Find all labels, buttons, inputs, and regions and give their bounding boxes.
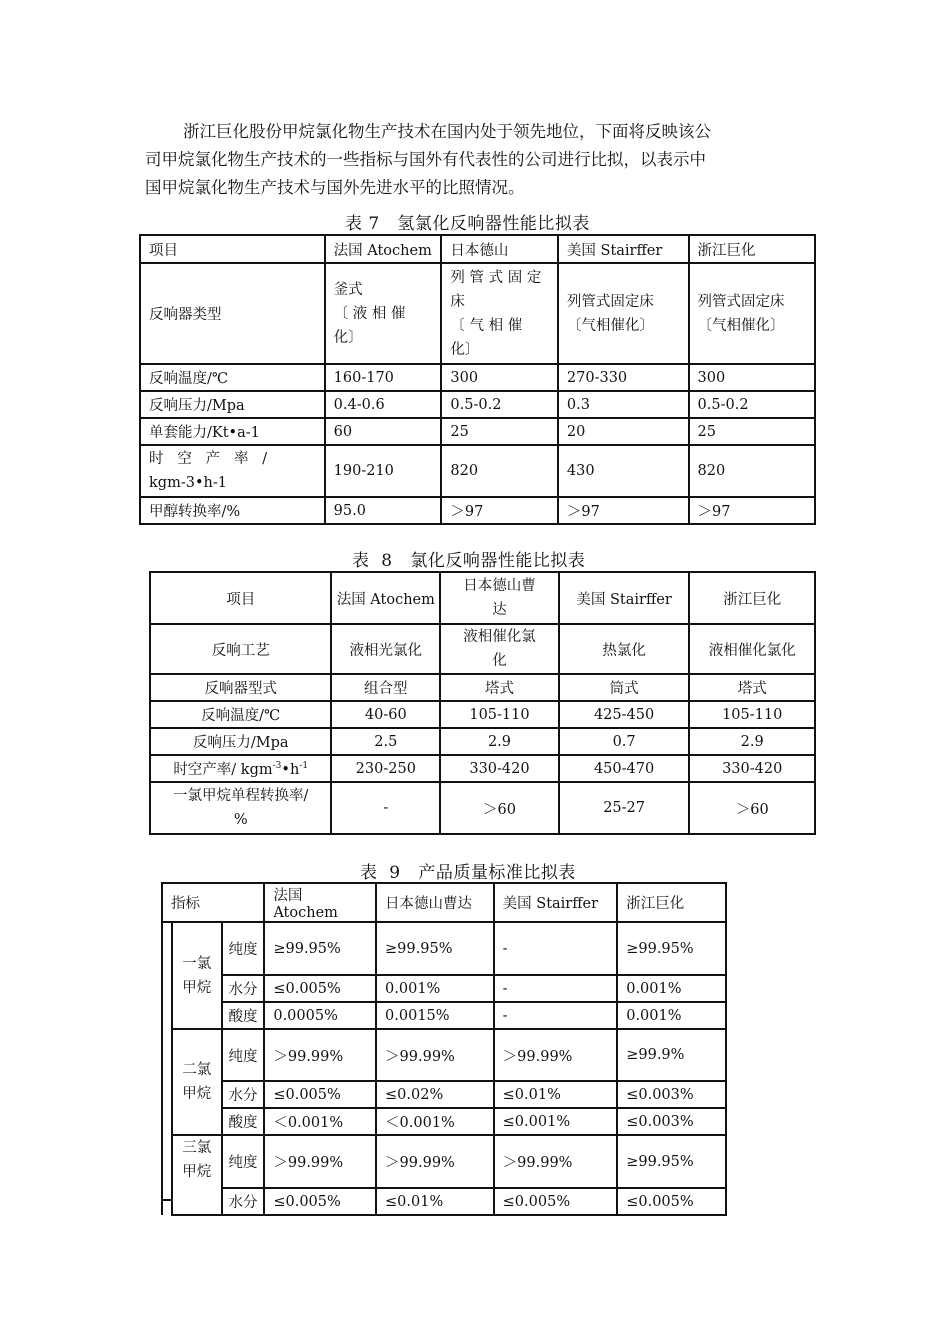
header-cell: 日本德山 bbox=[441, 235, 558, 263]
table9-caption: 表 9 产品质量标准比拟表 bbox=[360, 863, 576, 883]
table-cell: 塔式 bbox=[440, 674, 559, 701]
table-cell: 0.001% bbox=[376, 975, 494, 1002]
superscript: -1 bbox=[299, 761, 309, 772]
table-cell: 0.0005% bbox=[264, 1002, 376, 1029]
table-cell: ≤0.003% bbox=[617, 1108, 726, 1135]
table-cell: ＜0.001% bbox=[376, 1108, 494, 1135]
table-cell: - bbox=[494, 1002, 618, 1029]
property-label: 纯度 bbox=[222, 1135, 265, 1188]
table-row bbox=[140, 445, 815, 497]
table-cell: 热氯化 bbox=[559, 624, 690, 674]
table-cell: 0.001% bbox=[617, 975, 726, 1002]
cell-line: kgm-3•h-1 bbox=[149, 475, 227, 491]
table-cell: 230-250 bbox=[331, 755, 440, 782]
table-cell: 0.5-0.2 bbox=[441, 391, 558, 418]
cell-line: 甲烷 bbox=[182, 979, 212, 996]
table-cell: ≤0.005% bbox=[264, 1188, 376, 1215]
cell-line: 达 bbox=[492, 602, 507, 618]
table-cell: 2.9 bbox=[440, 728, 559, 755]
cell-line: 液相催化氯 bbox=[463, 629, 536, 645]
table-edge-mark bbox=[161, 1199, 171, 1201]
group-label bbox=[172, 1135, 222, 1215]
row-label: 反响器型式 bbox=[150, 674, 331, 701]
table-cell: ≤0.001% bbox=[494, 1108, 618, 1135]
cell-line: 化 bbox=[492, 653, 507, 669]
cell-line: 一氯 bbox=[182, 955, 212, 972]
cell-line: 床 bbox=[450, 293, 465, 310]
cell-line: 〔气相催化〕 bbox=[697, 317, 785, 334]
table-cell: 105-110 bbox=[440, 701, 559, 728]
table-cell: 液相光氯化 bbox=[331, 624, 440, 674]
table-cell: 40-60 bbox=[331, 701, 440, 728]
table7-caption: 表 7 氢氯化反响器性能比拟表 bbox=[345, 214, 590, 234]
table-cell: ＞99.99% bbox=[376, 1135, 494, 1188]
cell-line: 列管式固定床 bbox=[566, 293, 654, 310]
row-label: 反响压力/Mpa bbox=[140, 391, 325, 418]
group-label bbox=[172, 1029, 222, 1135]
table-row bbox=[140, 497, 815, 524]
table9 bbox=[161, 882, 727, 1216]
table-row bbox=[150, 572, 815, 624]
cell-line: 化〕 bbox=[333, 329, 363, 346]
table-cell: ≥99.95% bbox=[617, 922, 726, 975]
table-row bbox=[162, 975, 726, 1002]
table-cell: 0.0015% bbox=[376, 1002, 494, 1029]
table-cell: 2.9 bbox=[689, 728, 815, 755]
row-label: 单套能力/Kt•a-1 bbox=[140, 418, 325, 445]
table-row bbox=[162, 1081, 726, 1108]
row-label bbox=[150, 755, 331, 782]
intro-line: 司甲烷氯化物生产技术的一些指标与国外有代表性的公司进行比拟，以表示中 bbox=[145, 150, 706, 169]
table-cell: ＞60 bbox=[689, 782, 815, 834]
property-label: 酸度 bbox=[222, 1002, 265, 1029]
row-label: 反响器类型 bbox=[140, 263, 325, 364]
cell-line: 甲烷 bbox=[182, 1086, 212, 1102]
cell-line: 一氯甲烷单程转换率/ bbox=[173, 788, 309, 804]
table-row bbox=[150, 674, 815, 701]
property-label: 纯度 bbox=[222, 922, 265, 975]
cell-line: 二氯 bbox=[182, 1062, 212, 1078]
group-label bbox=[172, 922, 222, 1029]
table-cell: ≤0.01% bbox=[376, 1188, 494, 1215]
table-row bbox=[140, 235, 815, 263]
label-part: •h bbox=[281, 762, 300, 778]
table8 bbox=[149, 571, 816, 835]
header-cell: 项目 bbox=[140, 235, 325, 263]
table-cell: ＞99.99% bbox=[264, 1029, 376, 1081]
table-cell: ≥99.95% bbox=[617, 1135, 726, 1188]
table-cell: ≤0.005% bbox=[264, 1081, 376, 1108]
table-cell: 330-420 bbox=[689, 755, 815, 782]
header-cell: 美国 Stairffer bbox=[558, 235, 689, 263]
table-row bbox=[150, 755, 815, 782]
table-cell: ≤0.01% bbox=[494, 1081, 618, 1108]
table-cell: 820 bbox=[689, 445, 815, 497]
cell-line: 〔气相催化〕 bbox=[566, 317, 654, 334]
table-row bbox=[150, 701, 815, 728]
cell-line: 日本德山曹 bbox=[463, 578, 536, 594]
table-cell: 270-330 bbox=[558, 364, 689, 391]
header-cell: 美国 Stairffer bbox=[559, 572, 690, 624]
table-cell bbox=[689, 263, 815, 364]
table-cell: 0.3 bbox=[558, 391, 689, 418]
cell-line: 釜式 bbox=[333, 281, 363, 298]
table-cell: - bbox=[331, 782, 440, 834]
table-row bbox=[150, 728, 815, 755]
row-label bbox=[140, 445, 325, 497]
table-cell: 0.001% bbox=[617, 1002, 726, 1029]
property-label: 水分 bbox=[222, 975, 265, 1002]
property-label: 水分 bbox=[222, 1081, 265, 1108]
table-cell: ＜0.001% bbox=[264, 1108, 376, 1135]
table-cell: ≥99.95% bbox=[376, 922, 494, 975]
table-cell: 105-110 bbox=[689, 701, 815, 728]
table-cell: ＞99.99% bbox=[264, 1135, 376, 1188]
property-label: 酸度 bbox=[222, 1108, 265, 1135]
table-cell: ≤0.005% bbox=[264, 975, 376, 1002]
table-row bbox=[140, 263, 815, 364]
header-cell: 浙江巨化 bbox=[689, 572, 815, 624]
table-cell: 塔式 bbox=[689, 674, 815, 701]
header-cell: 美国 Stairffer bbox=[494, 883, 618, 922]
table-cell bbox=[325, 263, 442, 364]
header-cell: 项目 bbox=[150, 572, 331, 624]
header-cell bbox=[440, 572, 559, 624]
cell-line: 化〕 bbox=[450, 341, 480, 358]
table-cell: 60 bbox=[325, 418, 442, 445]
table-cell: ＞97 bbox=[441, 497, 558, 524]
superscript: -3 bbox=[272, 761, 282, 772]
table-cell: ≤0.005% bbox=[494, 1188, 618, 1215]
header-cell: 日本德山曹达 bbox=[376, 883, 494, 922]
header-cell: 法国 Atochem bbox=[325, 235, 442, 263]
table-cell bbox=[558, 263, 689, 364]
table-cell: 330-420 bbox=[440, 755, 559, 782]
cell-line: 三氯 bbox=[182, 1140, 212, 1156]
header-cell: 浙江巨化 bbox=[689, 235, 815, 263]
table-cell bbox=[441, 263, 558, 364]
table-row bbox=[150, 624, 815, 674]
table-cell: 25 bbox=[689, 418, 815, 445]
table-cell: 液相催化氯化 bbox=[689, 624, 815, 674]
table-row bbox=[162, 1108, 726, 1135]
cell-line: 列管式固定床 bbox=[697, 293, 785, 310]
table-cell: ＞97 bbox=[558, 497, 689, 524]
row-label: 反响温度/℃ bbox=[140, 364, 325, 391]
table-cell: 0.5-0.2 bbox=[689, 391, 815, 418]
table-row bbox=[162, 922, 726, 975]
table-cell: 25-27 bbox=[559, 782, 690, 834]
header-cell: 法国 Atochem bbox=[264, 883, 376, 922]
cell-line: 时 空 产 率 / bbox=[149, 451, 268, 467]
table-cell: 160-170 bbox=[325, 364, 442, 391]
row-label: 反响温度/℃ bbox=[150, 701, 331, 728]
table-cell: ≥99.9% bbox=[617, 1029, 726, 1081]
row-label bbox=[150, 782, 331, 834]
label-part: 时空产率/ kgm bbox=[173, 762, 273, 778]
property-label: 纯度 bbox=[222, 1029, 265, 1081]
table-cell: ＞60 bbox=[440, 782, 559, 834]
table-cell: - bbox=[494, 922, 618, 975]
header-cell: 指标 bbox=[162, 883, 264, 922]
property-label: 水分 bbox=[222, 1188, 265, 1215]
cell-line: % bbox=[233, 812, 248, 828]
table-row bbox=[162, 1002, 726, 1029]
intro-line: 国甲烷氯化物生产技术与国外先进水平的比照情况。 bbox=[145, 178, 525, 197]
table-cell: ＞99.99% bbox=[494, 1029, 618, 1081]
table-cell: ≤0.02% bbox=[376, 1081, 494, 1108]
table-cell: 820 bbox=[441, 445, 558, 497]
header-cell: 浙江巨化 bbox=[617, 883, 726, 922]
table-cell: 430 bbox=[558, 445, 689, 497]
table-row bbox=[162, 883, 726, 922]
table-row bbox=[162, 1188, 726, 1215]
table-row bbox=[140, 364, 815, 391]
cell-line: 〔 气 相 催 bbox=[450, 317, 523, 334]
table-cell: 0.7 bbox=[559, 728, 690, 755]
spacer-cell bbox=[162, 922, 172, 1215]
table-cell: 25 bbox=[441, 418, 558, 445]
table-row bbox=[162, 1029, 726, 1081]
table-row bbox=[140, 391, 815, 418]
table-cell: ＞97 bbox=[689, 497, 815, 524]
table-cell: 425-450 bbox=[559, 701, 690, 728]
table-cell: 450-470 bbox=[559, 755, 690, 782]
table-cell: ≤0.003% bbox=[617, 1081, 726, 1108]
table-cell: 0.4-0.6 bbox=[325, 391, 442, 418]
cell-line: 列 管 式 固 定 bbox=[450, 269, 542, 286]
header-cell: 法国 Atochem bbox=[331, 572, 440, 624]
intro-line: 浙江巨化股份甲烷氯化物生产技术在国内处于领先地位，下面将反映该公 bbox=[183, 122, 711, 141]
table8-caption: 表 8 氯化反响器性能比拟表 bbox=[352, 551, 586, 571]
table-cell: ＞99.99% bbox=[494, 1135, 618, 1188]
table-row bbox=[162, 1135, 726, 1188]
table-cell: 筒式 bbox=[559, 674, 690, 701]
table-cell: 190-210 bbox=[325, 445, 442, 497]
table-cell: 95.0 bbox=[325, 497, 442, 524]
intro-paragraph bbox=[145, 118, 813, 202]
cell-line: 甲烷 bbox=[182, 1164, 212, 1180]
row-label: 反响压力/Mpa bbox=[150, 728, 331, 755]
table-cell: ≥99.95% bbox=[264, 922, 376, 975]
table-cell: ≤0.005% bbox=[617, 1188, 726, 1215]
row-label: 甲醇转换率/% bbox=[140, 497, 325, 524]
row-label: 反响工艺 bbox=[150, 624, 331, 674]
table-row bbox=[140, 418, 815, 445]
table-cell: 20 bbox=[558, 418, 689, 445]
table-cell: 300 bbox=[689, 364, 815, 391]
table-cell bbox=[440, 624, 559, 674]
table7 bbox=[139, 234, 816, 525]
table-row bbox=[150, 782, 815, 834]
table-cell: 2.5 bbox=[331, 728, 440, 755]
table-cell: - bbox=[494, 975, 618, 1002]
table-cell: 300 bbox=[441, 364, 558, 391]
cell-line: 〔 液 相 催 bbox=[333, 305, 406, 322]
table-cell: 组合型 bbox=[331, 674, 440, 701]
table-cell: ＞99.99% bbox=[376, 1029, 494, 1081]
